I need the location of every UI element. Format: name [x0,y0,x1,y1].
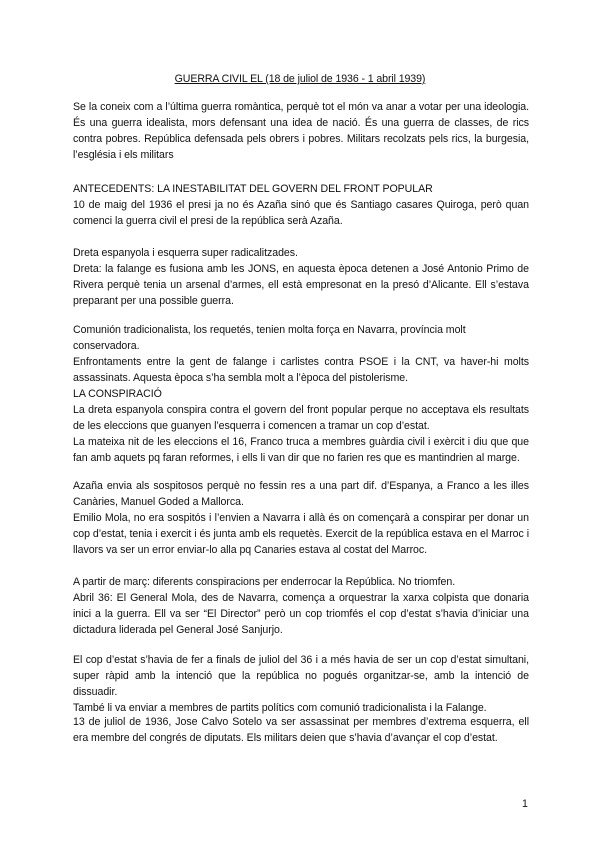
antecedents-section [73,181,529,229]
dreta-line-1: Dreta espanyola i esquerra super radicalitzades. [73,247,298,259]
comunion-paragraph [73,322,529,386]
marc-paragraph [73,574,529,638]
azana-line-1: Azaña envia als sospitosos perquè no fessin res a una part dif. d’Espanya, a Franco a les illes Canàries, Manuel Goded a Mallorca. [73,480,529,508]
conspiracio-heading: LA CONSPIRACIÓ [73,388,162,400]
conspiracio-line-1: La dreta espanyola conspira contra el govern del front popular perque no acceptava els resultats de les eleccions que guanyen l’esquerra i comencen a tramar un cop d’estat. [73,404,529,432]
dreta-line-2: Dreta: la falange es fusiona amb les JONS, en aquesta època detenen a José Antonio Primo de Rivera perquè tenia un arsenal d’armes, ell està empresonat en la presó d’Alicante. Ell s’estava preparant per una possible guerra. [73,263,529,307]
cop-line-1: El cop d’estat s’havia de fer a finals de juliol del 36 i a més havia de ser un cop d’estat simultani, super ràpid amb la intenció que la república no pogués organitzar-se, amb la intenció de dissuadir. [73,654,529,698]
marc-line-2: Abril 36: El General Mola, des de Navarra, comença a orquestrar la xarxa colpista que donaria inici a la guerra. Ell va ser “El Director” però un cop triomfés el cop d’estat s’havia d’iniciar una dictadura liderada pel General José Sanjurjo. [73,592,529,636]
comunion-line-1: Comunión tradicionalista, los requetés, tenien molta força en Navarra, província molt conservadora. [73,324,466,352]
conspiracio-section [73,386,529,466]
antecedents-heading: ANTECEDENTS: LA INESTABILITAT DEL GOVERN DEL FRONT POPULAR [73,183,433,195]
cop-paragraph [73,652,529,716]
intro-paragraph [73,99,529,163]
intro-text: Se la coneix com a l’última guerra romàntica, perquè tot el món va anar a votar per una ideologia. És una guerra idealista, mors defensant una idea de nació. És una guerra de classes, de rics contra pobres. República defensada pels obrers i pobres. Militars recolzats pels rics, la burgesia, l’església i els militars [73,101,529,161]
azana-paragraph [73,478,529,558]
antecedents-text: 10 de maig del 1936 el presi ja no és Azaña sinó que és Santiago casares Quiroga, però quan comenci la guerra civil el presi de la república serà Azaña. [73,199,529,227]
conspiracio-line-2: La mateixa nit de les eleccions el 16, Franco truca a membres guàrdia civil i exèrcit i diu que que fan amb aquets pq faran reformes, i ells li van dir que no farien res que es mantindrien al marge. [73,436,529,464]
comunion-line-2: Enfrontaments entre la gent de falange i carlistes contra PSOE i la CNT, va haver-hi molts assassinats. Aquesta època s’ha sembla molt a l’època del pistolerisme. [73,356,529,384]
page-number: 1 [522,798,528,810]
azana-line-2: Emilio Mola, no era sospitós i l’envien a Navarra i allà és on començarà a conspirar per donar un cop d’estat, tenia i exercit i és junta amb els requetès. Exercit de la república estava en el Marroc i llavors va ser un error enviar-lo alla pq Canaries estava al costat del Marroc. [73,512,529,556]
marc-line-1: A partir de març: diferents conspiracions per enderrocar la República. No triomfen. [73,576,456,588]
dreta-paragraph [73,245,529,309]
cop-line-2: També li va enviar a membres de partits polítics com comunió tradicionalista i la Falange. [73,702,487,714]
sotelo-text: 13 de juliol de 1936, Jose Calvo Sotelo va ser assassinat per membres d’extrema esquerra, ell era membre del congrés de diputats. Els militars deien que s’havia d’avançar el cop d’estat. [73,716,529,744]
sotelo-paragraph [73,714,529,746]
document-title: GUERRA CIVIL EL (18 de juliol de 1936 - 1 abril 1939) [174,73,426,85]
